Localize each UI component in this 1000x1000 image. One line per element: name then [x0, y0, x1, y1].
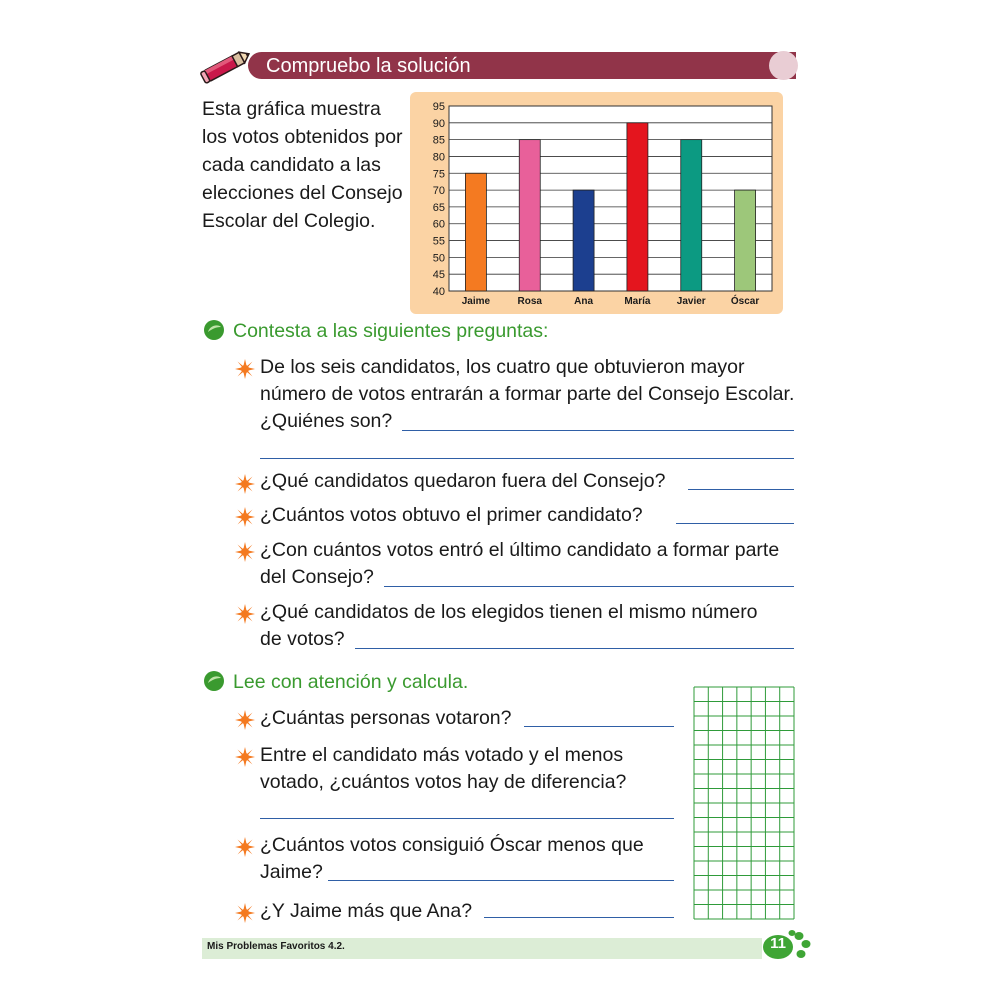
bar-jaime [465, 173, 486, 291]
green-dot-icon [203, 319, 225, 341]
section-heading-questions [203, 318, 548, 344]
star-bullet-icon [234, 746, 256, 768]
star-bullet-icon [234, 358, 256, 380]
question-line: ¿Quiénes son? [260, 410, 393, 432]
bar-maría [627, 123, 648, 291]
answer-line[interactable] [355, 648, 794, 649]
page-number: 11 [770, 935, 786, 952]
question-1 [260, 354, 794, 435]
y-tick-label: 50 [432, 252, 445, 265]
answer-line[interactable] [524, 726, 674, 727]
y-tick-label: 95 [432, 101, 445, 113]
y-tick-label: 85 [432, 134, 445, 147]
pencil-icon [200, 46, 252, 86]
calc-question-2 [260, 742, 626, 796]
y-tick-label: 80 [432, 151, 445, 164]
calc-question-4: ¿Y Jaime más que Ana? [260, 900, 473, 922]
section-heading-text: Lee con atención y calcula. [233, 671, 469, 693]
x-tick-label: María [624, 296, 651, 307]
star-bullet-icon [234, 541, 256, 563]
question-line: De los seis candidatos, los cuatro que obtuvieron mayor [260, 356, 745, 378]
header-banner [248, 52, 796, 79]
star-bullet-icon [234, 709, 256, 731]
question-line: votado, ¿cuántos votos hay de diferencia? [260, 771, 627, 793]
bar-javier [681, 140, 702, 291]
star-bullet-icon [234, 902, 256, 924]
star-bullet-icon [234, 603, 256, 625]
calc-question-3 [260, 832, 644, 886]
intro-line: Esta gráfica muestra [202, 98, 381, 120]
calculation-grid[interactable] [693, 686, 795, 920]
question-line: Jaime? [260, 861, 323, 883]
calc-question-1: ¿Cuántas personas votaron? [260, 707, 512, 729]
question-3: ¿Cuántos votos obtuvo el primer candidato? [260, 504, 643, 526]
x-tick-label: Javier [676, 296, 706, 307]
y-tick-label: 55 [432, 235, 445, 248]
x-tick-label: Óscar [730, 296, 760, 307]
question-5 [260, 599, 758, 653]
x-tick-label: Rosa [517, 296, 542, 307]
question-2: ¿Qué candidatos quedaron fuera del Consejo? [260, 470, 666, 492]
y-tick-label: 90 [432, 117, 445, 130]
question-line: ¿Cuántos votos consiguió Óscar menos que [260, 834, 644, 856]
question-line: de votos? [260, 628, 345, 650]
y-tick-label: 45 [432, 269, 445, 282]
question-line: Entre el candidato más votado y el menos [260, 744, 624, 766]
bar-ana [573, 190, 594, 291]
answer-line[interactable] [484, 917, 674, 918]
y-tick-label: 75 [432, 168, 445, 181]
votes-bar-chart [410, 92, 783, 314]
intro-line: Escolar del Colegio. [202, 210, 376, 232]
intro-line: elecciones del Consejo [202, 182, 403, 204]
bar-rosa [519, 140, 540, 291]
banner-end-circle [769, 51, 798, 80]
answer-line[interactable] [402, 430, 794, 431]
star-bullet-icon [234, 836, 256, 858]
intro-line: los votos obtenidos por [202, 126, 403, 148]
x-tick-label: Ana [574, 296, 594, 307]
answer-line[interactable] [676, 523, 794, 524]
bar-óscar [735, 190, 756, 291]
question-line: ¿Qué candidatos de los elegidos tienen el mismo número [260, 601, 758, 623]
answer-line[interactable] [260, 818, 674, 819]
star-bullet-icon [234, 506, 256, 528]
question-line: ¿Con cuántos votos entró el último candidato a formar parte [260, 539, 780, 561]
answer-line[interactable] [688, 489, 794, 490]
answer-line[interactable] [260, 458, 794, 459]
y-tick-label: 40 [432, 286, 445, 298]
intro-line: cada candidato a las [202, 154, 381, 176]
intro-paragraph [202, 95, 412, 235]
chart-plot-area [449, 106, 772, 291]
section-heading-calculate [203, 669, 468, 695]
y-tick-label: 60 [432, 218, 445, 231]
question-line: del Consejo? [260, 566, 374, 588]
question-4 [260, 537, 779, 591]
page-title: Compruebo la solución [266, 55, 471, 77]
y-tick-label: 65 [432, 201, 445, 214]
y-tick-label: 70 [432, 185, 445, 198]
answer-line[interactable] [328, 880, 674, 881]
answer-line[interactable] [384, 586, 794, 587]
question-line: número de votos entrarán a formar parte del Consejo Escolar. [260, 383, 795, 405]
star-bullet-icon [234, 473, 256, 495]
section-heading-text: Contesta a las siguientes preguntas: [233, 320, 549, 342]
book-title: Mis Problemas Favoritos 4.2. [207, 941, 345, 952]
green-dot-icon [203, 670, 225, 692]
x-tick-label: Jaime [461, 296, 491, 307]
